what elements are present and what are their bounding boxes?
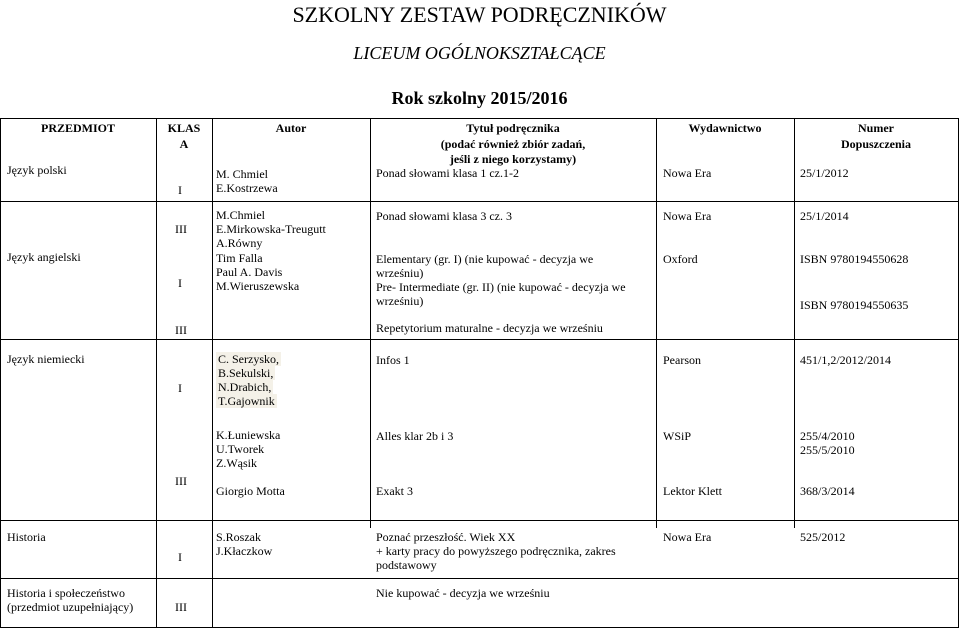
school-year: Rok szkolny 2015/2016 [391, 88, 568, 108]
number-cell: 368/3/2014 [800, 484, 855, 498]
col-title: Tytuł podręcznika [466, 121, 560, 135]
grid-line [0, 118, 1, 628]
col-class: A [179, 137, 189, 151]
grid-line [656, 118, 657, 528]
col-number: Dopuszczenia [841, 137, 911, 151]
subject-cell: (przedmiot uzupełniający) [7, 600, 134, 614]
author-cell: E.Mirkowska-Treugutt [216, 222, 326, 236]
subject-cell: Język polski [7, 163, 67, 177]
class-cell: I [178, 183, 182, 197]
author-cell: T.Gajownik [218, 394, 275, 408]
title-cell: + karty pracy do powyższego podręcznika, zakres [376, 544, 616, 558]
title-cell: Nie kupować - decyzja we wrześniu [376, 586, 550, 600]
publisher-cell: Nowa Era [663, 209, 712, 223]
title-cell: wrześniu) [376, 266, 424, 280]
subject-cell: Historia i społeczeństwo [7, 586, 125, 600]
grid-line [212, 118, 213, 628]
number-cell: 451/1,2/2012/2014 [800, 353, 892, 367]
col-author: Autor [275, 121, 307, 135]
author-cell: M. Chmiel [216, 167, 269, 181]
school-type: LICEUM OGÓLNOKSZTAŁCĄCE [353, 43, 606, 63]
class-cell: I [178, 276, 182, 290]
number-cell: 25/1/2012 [800, 166, 849, 180]
class-cell: III [175, 474, 187, 488]
number-cell: 255/4/2010 [800, 429, 855, 443]
publisher-cell: Nowa Era [663, 166, 712, 180]
grid-line [0, 339, 959, 340]
class-cell: III [175, 600, 187, 614]
title-cell: podstawowy [376, 558, 437, 572]
author-cell: J.Kłaczkow [216, 544, 273, 558]
grid-line [0, 578, 959, 579]
number-cell: ISBN 9780194550628 [800, 252, 909, 266]
class-cell: III [175, 323, 187, 337]
title-cell: Ponad słowami klasa 1 cz.1-2 [376, 166, 519, 180]
subject-cell: Historia [7, 530, 46, 544]
title-cell: Alles klar 2b i 3 [376, 429, 454, 443]
publisher-cell: Pearson [663, 353, 701, 367]
col-title: (podać również zbiór zadań, [440, 137, 586, 151]
publisher-cell: Oxford [663, 252, 698, 266]
title-cell: Pre- Intermediate (gr. II) (nie kupować - decyzja we [376, 280, 626, 294]
title-cell: Repetytorium maturalne - decyzja we wrześniu [376, 321, 603, 335]
author-cell: Tim Falla [216, 251, 263, 265]
number-cell: ISBN 9780194550635 [800, 298, 909, 312]
page-title: SZKOLNY ZESTAW PODRĘCZNIKÓW [292, 2, 667, 27]
number-cell: 25/1/2014 [800, 209, 849, 223]
publisher-cell: Nowa Era [663, 530, 712, 544]
author-cell: C. Serzysko, [218, 352, 279, 366]
title-cell: Exakt 3 [376, 484, 413, 498]
subject-cell: Język niemiecki [7, 352, 85, 366]
author-cell: N.Drabich, [218, 380, 272, 394]
col-publisher: Wydawnictwo [688, 121, 762, 135]
author-cell: E.Kostrzewa [216, 181, 278, 195]
author-cell: Z.Wąsik [216, 456, 257, 470]
author-cell: M.Wieruszewska [216, 279, 300, 293]
publisher-cell: WSiP [663, 429, 692, 443]
col-title: jeśli z niego korzystamy) [449, 152, 577, 166]
title-cell: Poznać przeszłość. Wiek XX [376, 530, 516, 544]
title-cell: Elementary (gr. I) (nie kupować - decyzja we [376, 252, 594, 266]
grid-line [0, 201, 959, 202]
number-cell: 255/5/2010 [800, 443, 855, 457]
grid-line [370, 118, 371, 528]
class-cell: I [178, 550, 182, 564]
col-subject: PRZEDMIOT [40, 121, 115, 135]
author-cell: M.Chmiel [216, 208, 266, 222]
title-cell: wrześniu) [376, 294, 424, 308]
col-class: KLAS [167, 121, 201, 135]
author-cell: A.Równy [216, 236, 263, 250]
subject-cell: Język angielski [7, 250, 81, 264]
title-cell: Ponad słowami klasa 3 cz. 3 [376, 209, 512, 223]
author-cell: Paul A. Davis [216, 265, 283, 279]
author-cell: U.Tworek [216, 442, 265, 456]
class-cell: III [175, 222, 187, 236]
grid-line [0, 118, 959, 119]
class-cell: I [178, 381, 182, 395]
grid-line [156, 118, 157, 628]
author-cell: Giorgio Motta [216, 484, 285, 498]
author-cell: B.Sekulski, [218, 366, 274, 380]
col-number: Numer [858, 121, 894, 135]
grid-line [0, 520, 959, 521]
number-cell: 525/2012 [800, 530, 846, 544]
grid-line [794, 118, 795, 528]
author-cell: K.Łuniewska [216, 428, 281, 442]
publisher-cell: Lektor Klett [663, 484, 722, 498]
author-cell: S.Roszak [216, 530, 261, 544]
title-cell: Infos 1 [376, 353, 410, 367]
